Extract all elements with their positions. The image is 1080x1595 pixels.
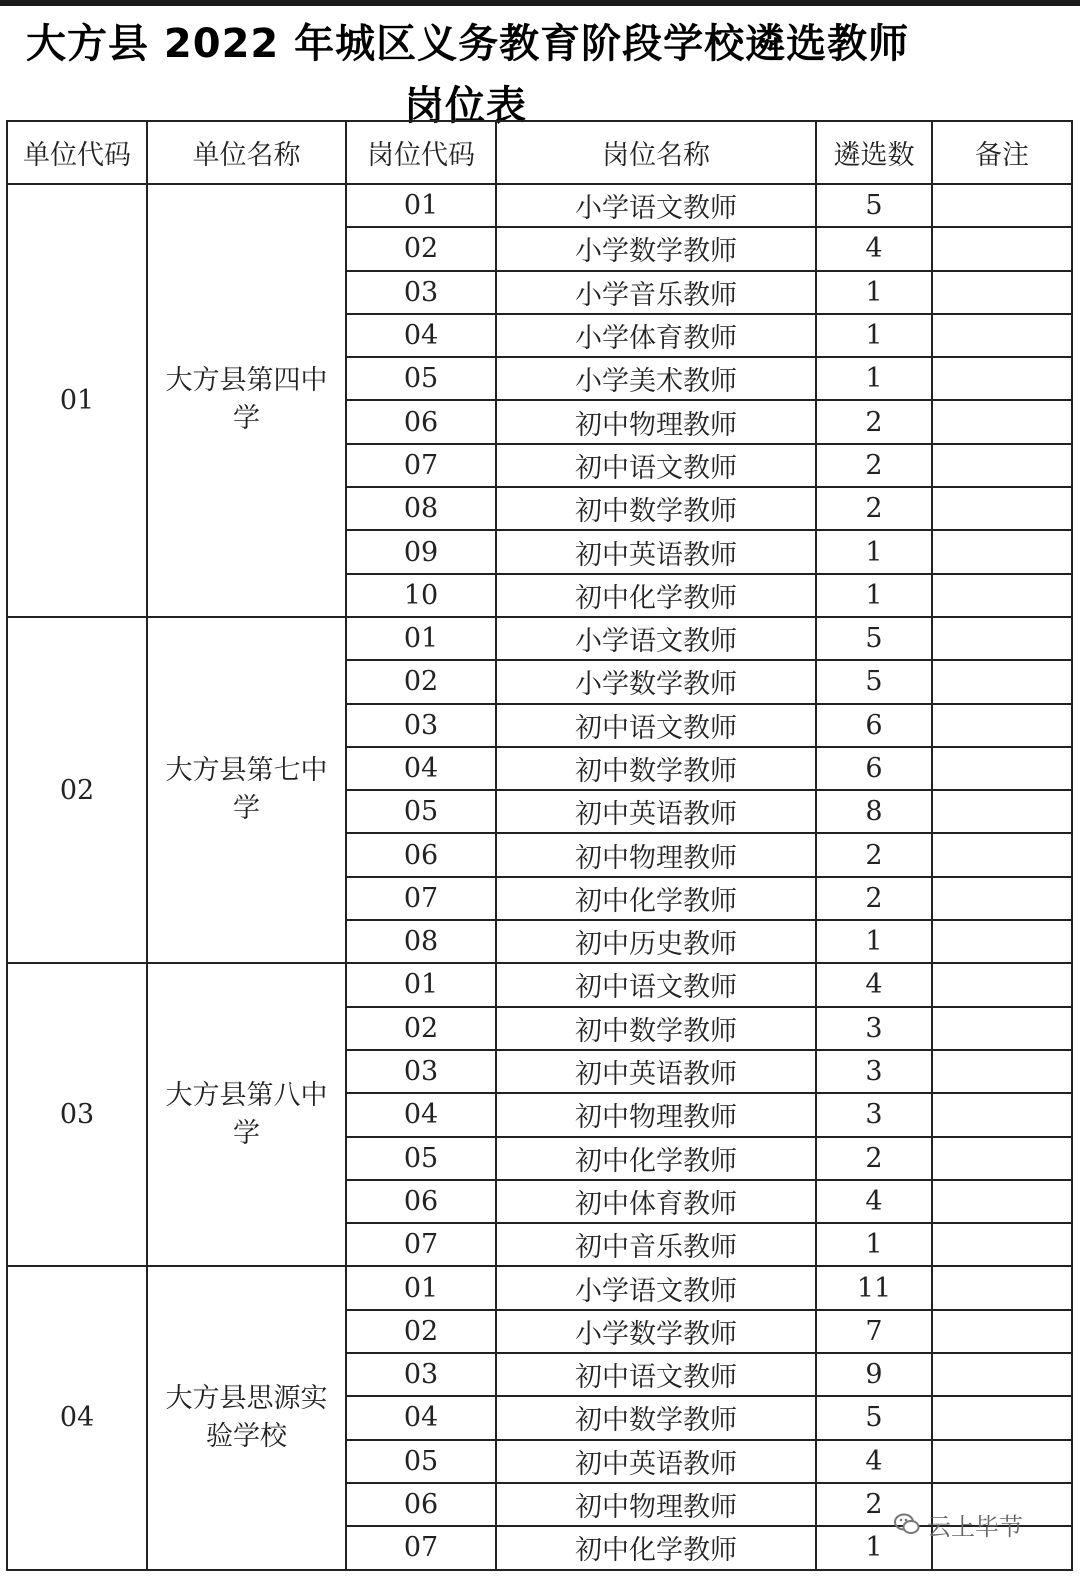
position-code-cell: 04: [346, 1093, 496, 1136]
position-name-cell: 小学体育教师: [496, 314, 816, 357]
selection-count-cell: 2: [816, 487, 932, 530]
remarks-cell: [932, 1050, 1072, 1093]
position-code-cell: 03: [346, 1050, 496, 1093]
wechat-icon: [893, 1510, 921, 1538]
position-name-cell: 初中数学教师: [496, 1396, 816, 1439]
unit-name-cell: [147, 1266, 346, 1569]
unit-name-line: 验学校: [206, 1420, 287, 1452]
selection-count-cell: 7: [816, 1310, 932, 1353]
position-code-cell: 06: [346, 1180, 496, 1223]
unit-name-line: 大方县第四中: [165, 365, 328, 397]
remarks-cell: [932, 1310, 1072, 1353]
unit-name-line: 学: [233, 403, 260, 435]
position-name-cell: 初中英语教师: [496, 1440, 816, 1483]
unit-name-line: 大方县第八中: [165, 1079, 328, 1111]
selection-count-cell: 1: [816, 574, 932, 617]
remarks-cell: [932, 1266, 1072, 1309]
top-border-bar: [0, 0, 1080, 6]
remarks-cell: [932, 314, 1072, 357]
remarks-cell: [932, 790, 1072, 833]
selection-count-cell: 2: [816, 833, 932, 876]
selection-count-cell: 4: [816, 1440, 932, 1483]
header-selection-count: 遴选数: [816, 121, 932, 184]
position-code-cell: 03: [346, 1353, 496, 1396]
position-code-cell: 06: [346, 1483, 496, 1526]
position-name-cell: 小学语文教师: [496, 617, 816, 660]
remarks-cell: [932, 1007, 1072, 1050]
header-unit-name: 单位名称: [147, 121, 346, 184]
table-row: [7, 963, 1072, 1006]
remarks-cell: [932, 1180, 1072, 1223]
unit-name-line: 大方县第七中: [165, 755, 328, 787]
position-name-cell: 初中物理教师: [496, 1483, 816, 1526]
position-code-cell: 04: [346, 1396, 496, 1439]
selection-count-cell: 1: [816, 530, 932, 573]
selection-count-cell: 2: [816, 1137, 932, 1180]
remarks-cell: [932, 184, 1072, 227]
position-name-cell: 初中化学教师: [496, 877, 816, 920]
position-name-cell: 初中英语教师: [496, 530, 816, 573]
position-code-cell: 02: [346, 660, 496, 703]
selection-count-cell: 1: [816, 920, 932, 963]
selection-count-cell: 4: [816, 963, 932, 1006]
remarks-cell: [932, 487, 1072, 530]
selection-count-cell: 1: [816, 1526, 932, 1569]
remarks-cell: [932, 877, 1072, 920]
position-code-cell: 09: [346, 530, 496, 573]
position-name-cell: 初中英语教师: [496, 790, 816, 833]
table-header-row: [7, 121, 1072, 184]
unit-name-line: 大方县思源实: [165, 1382, 328, 1414]
position-name-cell: 初中化学教师: [496, 1526, 816, 1569]
position-name-cell: 小学音乐教师: [496, 271, 816, 314]
position-name-cell: 初中数学教师: [496, 487, 816, 530]
position-code-cell: 05: [346, 790, 496, 833]
position-name-cell: 初中数学教师: [496, 747, 816, 790]
selection-count-cell: 6: [816, 747, 932, 790]
position-name-cell: 初中语文教师: [496, 444, 816, 487]
selection-count-cell: 2: [816, 877, 932, 920]
table-row: [7, 184, 1072, 227]
unit-name-line: 学: [233, 793, 260, 825]
position-name-cell: 初中体育教师: [496, 1180, 816, 1223]
position-name-cell: 小学语文教师: [496, 1266, 816, 1309]
position-code-cell: 08: [346, 487, 496, 530]
remarks-cell: [932, 963, 1072, 1006]
unit-code-cell: 01: [7, 184, 147, 617]
table-body: [7, 184, 1072, 1570]
position-code-cell: 10: [346, 574, 496, 617]
position-name-cell: 初中物理教师: [496, 400, 816, 443]
position-code-cell: 02: [346, 1007, 496, 1050]
position-code-cell: 08: [346, 920, 496, 963]
selection-count-cell: 2: [816, 1483, 932, 1526]
position-name-cell: 初中数学教师: [496, 1007, 816, 1050]
remarks-cell: [932, 704, 1072, 747]
selection-count-cell: 1: [816, 271, 932, 314]
remarks-cell: [932, 530, 1072, 573]
positions-table: [6, 120, 1073, 1571]
position-code-cell: 01: [346, 963, 496, 1006]
unit-code-cell: 03: [7, 963, 147, 1266]
selection-count-cell: 5: [816, 184, 932, 227]
header-remarks: 备注: [932, 121, 1072, 184]
position-name-cell: 小学数学教师: [496, 1310, 816, 1353]
selection-count-cell: 4: [816, 1180, 932, 1223]
remarks-cell: [932, 1093, 1072, 1136]
selection-count-cell: 3: [816, 1050, 932, 1093]
remarks-cell: [932, 227, 1072, 270]
selection-count-cell: 5: [816, 660, 932, 703]
position-name-cell: 初中语文教师: [496, 1353, 816, 1396]
position-name-cell: 小学数学教师: [496, 227, 816, 270]
unit-code-cell: 04: [7, 1266, 147, 1569]
position-code-cell: 06: [346, 833, 496, 876]
remarks-cell: [932, 617, 1072, 660]
position-name-cell: 初中化学教师: [496, 574, 816, 617]
remarks-cell: [932, 1137, 1072, 1180]
position-code-cell: 02: [346, 227, 496, 270]
position-code-cell: 03: [346, 271, 496, 314]
table-row: [7, 617, 1072, 660]
position-code-cell: 01: [346, 1266, 496, 1309]
position-name-cell: 初中历史教师: [496, 920, 816, 963]
position-name-cell: 初中化学教师: [496, 1137, 816, 1180]
position-code-cell: 07: [346, 444, 496, 487]
unit-name-cell: [147, 184, 346, 617]
remarks-cell: [932, 271, 1072, 314]
selection-count-cell: 11: [816, 1266, 932, 1309]
remarks-cell: [932, 400, 1072, 443]
position-code-cell: 07: [346, 1526, 496, 1569]
header-position-name: 岗位名称: [496, 121, 816, 184]
selection-count-cell: 5: [816, 617, 932, 660]
remarks-cell: [932, 574, 1072, 617]
position-code-cell: 01: [346, 184, 496, 227]
selection-count-cell: 1: [816, 357, 932, 400]
unit-name-line: 学: [233, 1117, 260, 1149]
remarks-cell: [932, 1440, 1072, 1483]
selection-count-cell: 3: [816, 1093, 932, 1136]
remarks-cell: [932, 1223, 1072, 1266]
unit-name-cell: [147, 617, 346, 963]
position-name-cell: 初中音乐教师: [496, 1223, 816, 1266]
position-name-cell: 初中语文教师: [496, 963, 816, 1006]
position-code-cell: 02: [346, 1310, 496, 1353]
selection-count-cell: 1: [816, 314, 932, 357]
page-title: 大方县 2022 年城区义务教育阶段学校遴选教师: [26, 21, 910, 67]
remarks-cell: [932, 1353, 1072, 1396]
unit-code-cell: 02: [7, 617, 147, 963]
watermark-text: 云上毕节: [927, 1512, 1023, 1541]
position-code-cell: 04: [346, 314, 496, 357]
remarks-cell: [932, 920, 1072, 963]
position-name-cell: 初中英语教师: [496, 1050, 816, 1093]
position-name-cell: 初中物理教师: [496, 1093, 816, 1136]
header-unit-code: 单位代码: [7, 121, 147, 184]
position-code-cell: 07: [346, 1223, 496, 1266]
position-name-cell: 小学数学教师: [496, 660, 816, 703]
position-name-cell: 小学语文教师: [496, 184, 816, 227]
remarks-cell: [932, 747, 1072, 790]
position-name-cell: 小学美术教师: [496, 357, 816, 400]
selection-count-cell: 9: [816, 1353, 932, 1396]
position-code-cell: 05: [346, 357, 496, 400]
position-code-cell: 07: [346, 877, 496, 920]
position-code-cell: 03: [346, 704, 496, 747]
position-name-cell: 初中物理教师: [496, 833, 816, 876]
unit-name-cell: [147, 963, 346, 1266]
position-code-cell: 05: [346, 1440, 496, 1483]
position-code-cell: 01: [346, 617, 496, 660]
remarks-cell: [932, 1396, 1072, 1439]
position-name-cell: 初中语文教师: [496, 704, 816, 747]
selection-count-cell: 6: [816, 704, 932, 747]
page-subtitle: 岗位表: [404, 83, 527, 129]
selection-count-cell: 2: [816, 444, 932, 487]
selection-count-cell: 8: [816, 790, 932, 833]
position-code-cell: 04: [346, 747, 496, 790]
remarks-cell: [932, 660, 1072, 703]
watermark: [893, 1506, 1043, 1542]
remarks-cell: [932, 833, 1072, 876]
position-code-cell: 06: [346, 400, 496, 443]
selection-count-cell: 1: [816, 1223, 932, 1266]
table-row: [7, 1266, 1072, 1309]
position-code-cell: 05: [346, 1137, 496, 1180]
selection-count-cell: 3: [816, 1007, 932, 1050]
remarks-cell: [932, 444, 1072, 487]
selection-count-cell: 4: [816, 227, 932, 270]
header-position-code: 岗位代码: [346, 121, 496, 184]
selection-count-cell: 2: [816, 400, 932, 443]
remarks-cell: [932, 357, 1072, 400]
selection-count-cell: 5: [816, 1396, 932, 1439]
